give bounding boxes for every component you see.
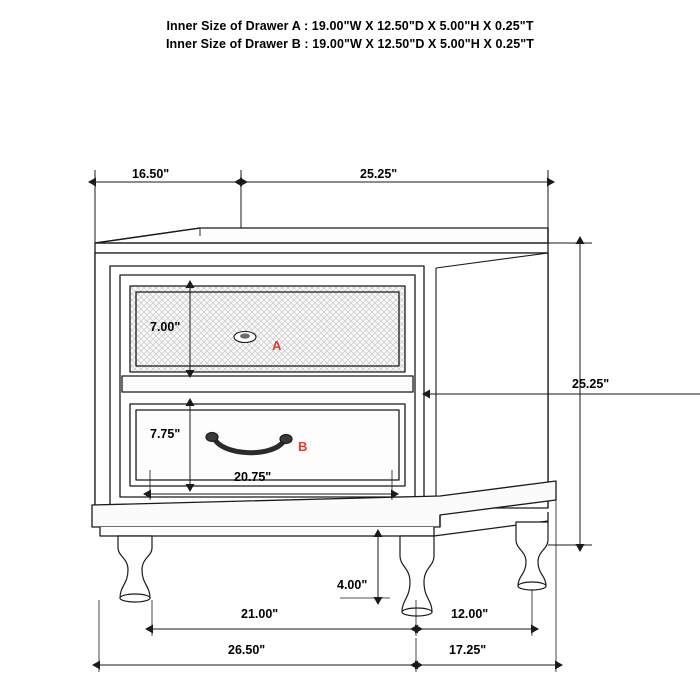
header-line-1: Inner Size of Drawer A : 19.00"W X 12.50"D X 5.00"H X 0.25"T: [166, 19, 534, 33]
dim-drawer-b-width: 20.75": [234, 470, 272, 484]
drawer-b-label: B: [298, 439, 308, 454]
drawer-a-label: A: [272, 338, 282, 353]
dim-side-depth: 12.00": [451, 607, 489, 621]
dim-leg-height: 4.00": [337, 578, 368, 592]
dim-drawer-a-height: 7.00": [150, 320, 181, 334]
nightstand-body: [92, 228, 556, 536]
dim-overall-width: 26.50": [228, 643, 266, 657]
dim-front-width: 21.00": [241, 607, 279, 621]
dim-top-right: 25.25": [360, 167, 398, 181]
header-line-2: Inner Size of Drawer B : 19.00"W X 12.50"D X 5.00"H X 0.25"T: [165, 37, 535, 51]
drawer-a-knob: [234, 332, 256, 343]
dim-drawer-b-height: 7.75": [150, 427, 181, 441]
dim-overall-depth: 17.25": [449, 643, 487, 657]
dim-case-height: 25.25": [572, 377, 610, 391]
dim-top-left: 16.50": [132, 167, 170, 181]
